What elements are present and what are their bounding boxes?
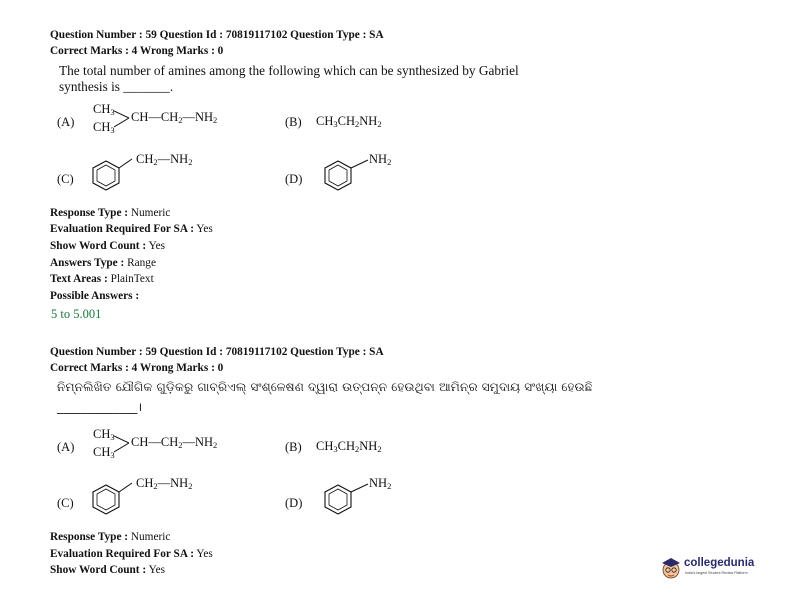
q1-question-line1: The total number of amines among the following which can be synthesized by Gabriel: [59, 63, 519, 78]
q1-evaluation-required: Evaluation Required For SA : Yes: [50, 223, 213, 235]
q1-answers-type: Answers Type : Range: [50, 257, 156, 269]
q1-option-d-substituent: $NH_2$: [369, 152, 392, 167]
ch3-bottom: $CH_3$: [93, 445, 115, 460]
q2-option-d-label: (D): [285, 496, 303, 510]
logo-tagline: India's largest Student Review Platform: [685, 571, 748, 575]
q2-option-b-label: (B): [285, 440, 302, 454]
q2-response-type: Response Type : Numeric: [50, 531, 171, 543]
q2-question-line2: _____________।: [57, 400, 143, 414]
q2-option-b-structure: $CH_3CH_2NH_2$: [316, 439, 382, 454]
q1-header-line2: Correct Marks : 4 Wrong Marks : 0: [50, 45, 224, 57]
q2-benzene-ring-c: [88, 477, 138, 519]
q2-option-a-structure: [88, 425, 268, 467]
ch3-top: $CH_3$: [93, 427, 115, 442]
q1-possible-answers-label: Possible Answers :: [50, 290, 140, 302]
branch-bonds: [114, 433, 130, 455]
q2-header-line2: Correct Marks : 4 Wrong Marks : 0: [50, 362, 224, 374]
q2-option-d-substituent: $NH_2$: [369, 476, 392, 491]
q1-option-d-label: (D): [285, 172, 303, 186]
q1-option-b-label: (B): [285, 115, 302, 129]
q1-benzene-ring-d: [316, 153, 376, 195]
q1-show-word-count: Show Word Count : Yes: [50, 240, 166, 252]
q2-show-word-count: Show Word Count : Yes: [50, 564, 166, 576]
chain: $CH—CH_2—NH_2$: [131, 435, 218, 450]
collegedunia-logo: [659, 555, 769, 581]
ch3-top: $CH_3$: [93, 102, 115, 117]
q2-benzene-ring-d: [316, 477, 376, 519]
q2-question-line1: ନିମ୍ନଲିଖିତ ଯୌଗିକ ଗୁଡ଼ିକରୁ ଗାବ୍ରିଏଲ୍ ସଂଶ୍ଳେଷଣ ଦ୍ୱାରା ଉତ୍ପନ୍ନ ହେଉଥିବା ଆମିନ୍‌ର ସମୁଦାୟ ସଂଖ୍ୟା ହେଉଛି: [57, 380, 593, 394]
q1-question-line2: synthesis is _______.: [59, 79, 174, 94]
logo-name: collegedunia: [684, 557, 755, 569]
q1-text-areas: Text Areas : PlainText: [50, 273, 154, 285]
chain: $CH—CH_2—NH_2$: [131, 110, 218, 125]
q1-option-b-structure: $CH_3CH_2NH_2$: [316, 114, 382, 129]
q1-possible-answer-value: 5 to 5.001: [51, 307, 102, 321]
q2-option-c-substituent: $CH_2—NH_2$: [136, 476, 193, 491]
q1-header-line1: Question Number : 59 Question Id : 70819117102 Question Type : SA: [50, 29, 384, 41]
q1-benzene-ring-c: [88, 153, 138, 195]
q1-option-a-structure: [88, 100, 268, 142]
q2-header-line1: Question Number : 59 Question Id : 70819117102 Question Type : SA: [50, 346, 384, 358]
q1-option-c-label: (C): [57, 172, 74, 186]
ch3-bottom: $CH_3$: [93, 120, 115, 135]
q1-option-c-substituent: $CH_2—NH_2$: [136, 152, 193, 167]
q1-response-type: Response Type : Numeric: [50, 207, 171, 219]
q2-option-a-label: (A): [57, 440, 75, 454]
student-mascot-icon: [659, 555, 683, 581]
q2-evaluation-required: Evaluation Required For SA : Yes: [50, 548, 213, 560]
branch-bonds: [114, 108, 130, 130]
q1-option-a-label: (A): [57, 115, 75, 129]
q2-option-c-label: (C): [57, 496, 74, 510]
